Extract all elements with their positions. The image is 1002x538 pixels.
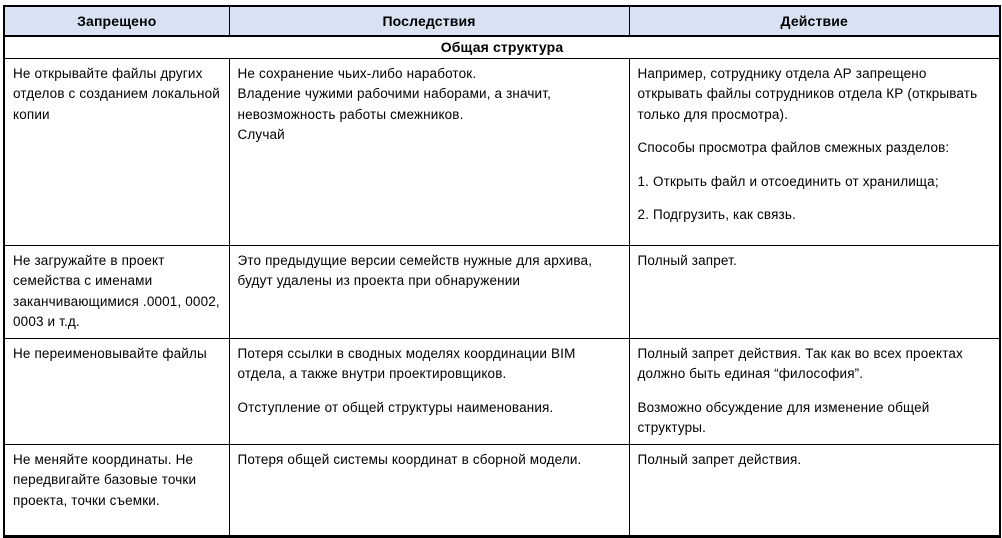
header-cell-forbidden: Запрещено <box>4 6 229 36</box>
cell-consequences <box>229 245 629 338</box>
cell-forbidden <box>4 58 229 245</box>
cell-consequences <box>229 444 629 536</box>
cell-consequences <box>229 58 629 245</box>
table-row <box>4 245 1000 338</box>
paragraph: Полный запрет действия. <box>637 451 802 467</box>
header-cell-consequences: Последствия <box>229 6 629 36</box>
paragraph: Не загружайте в проект семейства с именами заканчивающимися .0001, 0002, 0003 и т.д. <box>13 252 220 330</box>
paragraph: Полный запрет. <box>637 252 737 268</box>
paragraph: Случай <box>237 127 285 143</box>
cell-forbidden <box>4 444 229 536</box>
rules-table <box>3 5 1001 538</box>
paragraph: Потеря общей системы координат в сборной модели. <box>237 451 582 467</box>
section-row <box>4 36 1000 58</box>
cell-consequences <box>229 338 629 444</box>
cell-action <box>629 245 1000 338</box>
cell-forbidden <box>4 245 229 338</box>
table-header-row <box>4 6 1000 36</box>
paragraph: Не переименовывайте файлы <box>13 345 207 361</box>
table-row <box>4 444 1000 536</box>
paragraph: 2. Подгрузить, как связь. <box>637 207 796 223</box>
paragraph: Не открывайте файлы других отделов с созданием локальной копии <box>13 65 220 122</box>
paragraph: Способы просмотра файлов смежных разделов: <box>637 140 950 156</box>
header-cell-action: Действие <box>629 6 1000 36</box>
table-row <box>4 338 1000 444</box>
section-title: Общая структура <box>4 36 1000 58</box>
paragraph: Возможно обсуждение для изменение общей структуры. <box>637 399 930 436</box>
cell-action <box>629 444 1000 536</box>
paragraph: 1. Открыть файл и отсоединить от хранилища; <box>637 173 939 189</box>
paragraph: Владение чужими рабочими наборами, а значит, невозможность работы смежников. <box>237 86 551 122</box>
paragraph: Не сохранение чьих-либо наработок. <box>237 65 477 81</box>
paragraph: Потеря ссылки в сводных моделях координации BIM отдела, а также внутри проектировщиков. <box>237 345 576 382</box>
cell-action <box>629 338 1000 444</box>
cell-action <box>629 58 1000 245</box>
cell-forbidden <box>4 338 229 444</box>
paragraph: Отступление от общей структуры наименования. <box>237 399 554 415</box>
paragraph: Например, сотруднику отдела АР запрещено открывать файлы сотрудников отдела КР (открывать только для просмотра). <box>637 65 978 122</box>
paragraph: Не меняйте координаты. Не передвигайте базовые точки проекта, точки съемки. <box>13 451 197 508</box>
table-row <box>4 58 1000 245</box>
paragraph: Полный запрет действия. Так как во всех проектах должно быть единая “философия”. <box>637 345 963 382</box>
paragraph: Это предыдущие версии семейств нужные для архива, будут удалены из проекта при обнаружении <box>237 252 593 289</box>
